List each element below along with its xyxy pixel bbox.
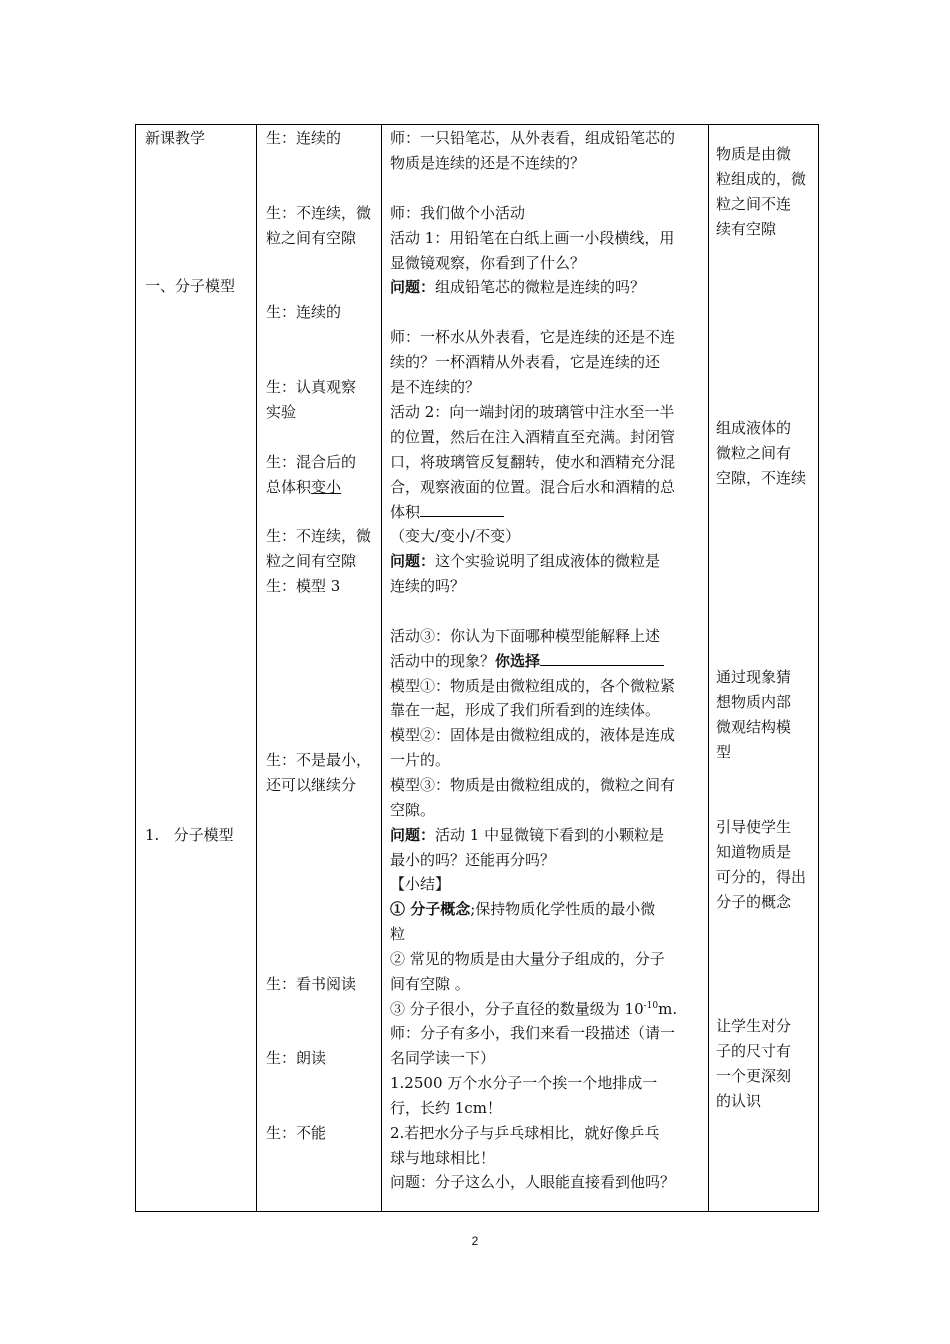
filled-answer: 变小 xyxy=(311,478,342,496)
section-label: 新课教学 xyxy=(145,129,206,147)
intent-note: 子的尺寸有 xyxy=(716,1042,792,1060)
description-text: 1.2500 万个水分子一个挨一个地排成一 xyxy=(390,1074,658,1092)
question-label: 问题： xyxy=(390,278,436,296)
page-number: 2 xyxy=(471,1234,479,1248)
summary-item: ② 常见的物质是由大量分子组成的，分子 xyxy=(390,950,665,968)
intent-note: 让学生对分 xyxy=(716,1017,792,1035)
question-text xyxy=(390,275,645,300)
teacher-text: 续的？一杯酒精从外表看，它是连续的还 xyxy=(390,353,661,371)
model-text: 一片的。 xyxy=(390,751,451,769)
activity-text xyxy=(390,649,664,674)
choice-prompt: 你选择 xyxy=(495,652,541,670)
intent-note: 物质是由微 xyxy=(716,145,792,163)
intent-note: 通过现象猜 xyxy=(716,668,792,686)
activity-text: 活动 1：用铅笔在白纸上画一小段横线，用 xyxy=(390,229,675,247)
intent-note: 型 xyxy=(716,743,732,761)
student-response: 生：模型 3 xyxy=(266,577,341,595)
column-divider xyxy=(381,125,382,1211)
question-text: 最小的吗？还能再分吗？ xyxy=(390,851,556,869)
student-response: 生：看书阅读 xyxy=(266,975,357,993)
exponent: -10 xyxy=(643,1001,659,1011)
intent-note: 空隙，不连续 xyxy=(716,469,807,487)
question-label: 问题： xyxy=(390,826,436,844)
intent-note: 微观结构模 xyxy=(716,718,792,736)
activity-text: 合，观察液面的位置。混合后水和酒精的总 xyxy=(390,478,676,496)
student-response: 生：不连续，微 xyxy=(266,204,372,222)
teacher-text: 物质是连续的还是不连续的？ xyxy=(390,154,586,172)
description-text: 行，长约 1cm！ xyxy=(390,1099,502,1117)
description-text: 球与地球相比！ xyxy=(390,1149,496,1167)
intent-note: 粒组成的，微 xyxy=(716,170,807,188)
student-response: 生：不是最小， xyxy=(266,751,372,769)
question-text xyxy=(390,549,660,574)
intent-note: 引导使学生 xyxy=(716,818,792,836)
activity-text: 显微镜观察，你看到了什么？ xyxy=(390,254,586,272)
question-text: 连续的吗？ xyxy=(390,577,466,595)
activity-text xyxy=(390,500,504,525)
section-heading: 一、分子模型 xyxy=(145,277,236,295)
summary-item: 粒 xyxy=(390,925,406,943)
teacher-text: 名同学读一下） xyxy=(390,1049,496,1067)
teacher-text: 是不连续的？ xyxy=(390,378,481,396)
student-response: 生：连续的 xyxy=(266,303,342,321)
student-response: 实验 xyxy=(266,403,297,421)
concept-body: ;保持物质化学性质的最小微 xyxy=(470,900,656,918)
summary-item xyxy=(390,997,677,1022)
column-divider xyxy=(708,125,709,1211)
summary-item xyxy=(390,897,655,922)
intent-note: 微粒之间有 xyxy=(716,444,792,462)
summary-item-body: ③ 分子很小，分子直径的数量级为 10 xyxy=(390,1000,644,1018)
intent-note: 想物质内部 xyxy=(716,693,792,711)
summary-item: 间有空隙 。 xyxy=(390,975,470,993)
description-text: 2.若把水分子与乒乓球相比，就好像乒乓 xyxy=(390,1124,660,1142)
options-text: （变大/变小/不变） xyxy=(390,527,521,545)
intent-note: 续有空隙 xyxy=(716,220,777,238)
intent-note: 组成液体的 xyxy=(716,419,792,437)
model-text: 模型①：物质是由微粒组成的，各个微粒紧 xyxy=(390,677,676,695)
question-body: 这个实验说明了组成液体的微粒是 xyxy=(435,552,661,570)
activity-text-body: 活动中的现象？ xyxy=(390,652,496,670)
activity-text-body: 体积 xyxy=(390,503,421,521)
activity-text: 的位置，然后在注入酒精直至充满。封闭管 xyxy=(390,428,676,446)
question-body: 组成铅笔芯的微粒是连续的吗？ xyxy=(435,278,646,296)
teacher-text: 师：一杯水从外表看，它是连续的还是不连 xyxy=(390,328,676,346)
model-text: 模型③：物质是由微粒组成的，微粒之间有 xyxy=(390,776,676,794)
summary-heading: 【小结】 xyxy=(390,875,451,893)
intent-note: 一个更深刻 xyxy=(716,1067,792,1085)
intent-note: 可分的，得出 xyxy=(716,868,807,886)
intent-note: 知道物质是 xyxy=(716,843,792,861)
student-response: 生：不能 xyxy=(266,1124,327,1142)
teacher-text: 师：我们做个小活动 xyxy=(390,204,526,222)
student-response: 粒之间有空隙 xyxy=(266,552,357,570)
intent-note: 的认识 xyxy=(716,1092,762,1110)
subsection-heading: 1. 分子模型 xyxy=(145,826,234,844)
model-text: 靠在一起，形成了我们所看到的连续体。 xyxy=(390,701,661,719)
answer-blank xyxy=(420,500,504,517)
model-text: 模型②：固体是由微粒组成的，液体是连成 xyxy=(390,726,676,744)
answer-blank xyxy=(540,649,664,666)
question-label: 问题： xyxy=(390,552,436,570)
student-response: 生：混合后的 xyxy=(266,453,357,471)
student-response xyxy=(266,475,341,500)
intent-note: 粒之间不连 xyxy=(716,195,792,213)
activity-text: 活动 2：向一端封闭的玻璃管中注水至一半 xyxy=(390,403,675,421)
student-response: 粒之间有空隙 xyxy=(266,229,357,247)
question-text: 问题：分子这么小，人眼能直接看到他吗？ xyxy=(390,1173,676,1191)
student-response: 生：认真观察 xyxy=(266,378,357,396)
question-text xyxy=(390,823,664,848)
column-divider xyxy=(256,125,257,1211)
student-response-text: 总体积 xyxy=(266,478,312,496)
activity-text: 活动③：你认为下面哪种模型能解释上述 xyxy=(390,627,661,645)
student-response: 生：朗读 xyxy=(266,1049,327,1067)
student-response: 生：连续的 xyxy=(266,129,342,147)
intent-note: 分子的概念 xyxy=(716,893,792,911)
student-response: 还可以继续分 xyxy=(266,776,357,794)
activity-text: 口，将玻璃管反复翻转，使水和酒精充分混 xyxy=(390,453,676,471)
unit: m. xyxy=(658,1000,678,1018)
teacher-text: 师：一只铅笔芯，从外表看，组成铅笔芯的 xyxy=(390,129,676,147)
concept-label: ① 分子概念 xyxy=(390,900,471,918)
student-response: 生：不连续，微 xyxy=(266,527,372,545)
model-text: 空隙。 xyxy=(390,801,436,819)
question-body: 活动 1 中显微镜下看到的小颗粒是 xyxy=(435,826,665,844)
teacher-text: 师：分子有多小，我们来看一段描述（请一 xyxy=(390,1024,676,1042)
